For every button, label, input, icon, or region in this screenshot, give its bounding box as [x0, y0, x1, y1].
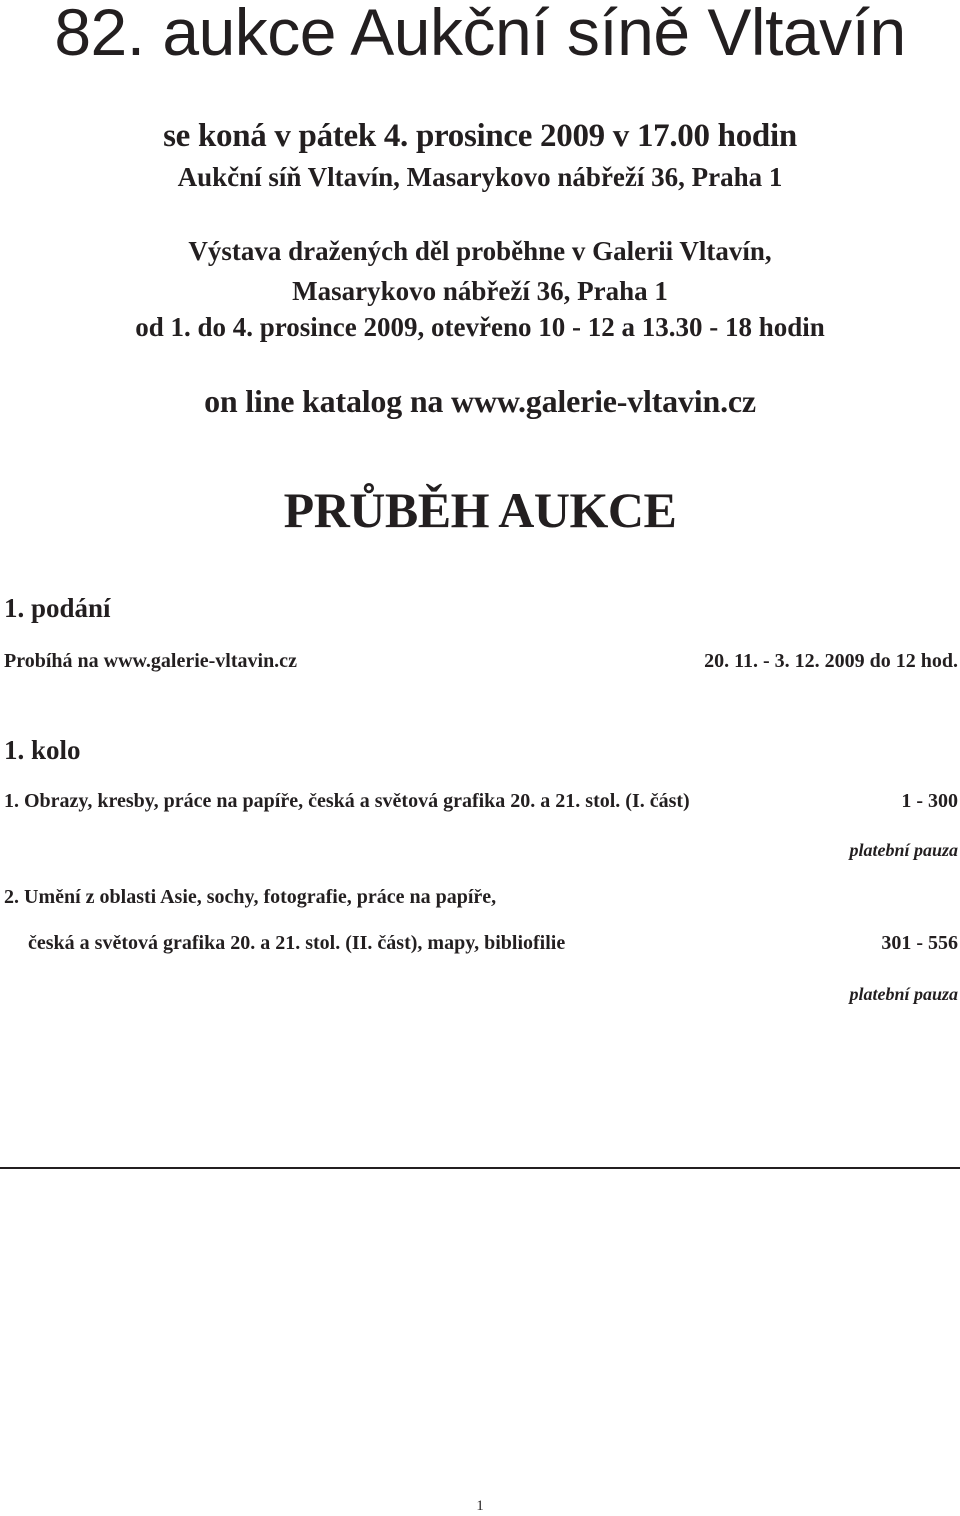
exhibition-line-1: Výstava dražených děl proběhne v Galerii Vltavín,: [188, 236, 772, 266]
page-number: 1: [476, 1498, 484, 1514]
section-heading: PRŮBĚH AUKCE: [283, 482, 677, 538]
kolo-item-2-text-line-2: česká a světová grafika 20. a 21. stol. (II. část), mapy, bibliofilie: [28, 932, 566, 954]
kolo-item-2-pause: platební pauza: [849, 984, 958, 1004]
podani-text: Probíhá na www.galerie-vltavin.cz: [4, 650, 297, 672]
podani-label: 1. podání: [4, 593, 111, 623]
page-title: 82. aukce Aukční síně Vltavín: [54, 0, 906, 69]
auction-address-line: Aukční síň Vltavín, Masarykovo nábřeží 36, Praha 1: [177, 162, 783, 192]
kolo-item-2-range: 301 - 556: [881, 932, 958, 954]
exhibition-line-3: od 1. do 4. prosince 2009, otevřeno 10 - 12 a 13.30 - 18 hodin: [135, 312, 825, 342]
kolo-item-1-range: 1 - 300: [901, 790, 958, 812]
online-catalog-line: on line katalog na www.galerie-vltavin.cz: [204, 383, 756, 419]
kolo-item-1-pause: platební pauza: [849, 840, 958, 860]
kolo-label: 1. kolo: [4, 735, 81, 765]
podani-period: 20. 11. - 3. 12. 2009 do 12 hod.: [704, 650, 958, 672]
auction-date-line: se koná v pátek 4. prosince 2009 v 17.00 hodin: [163, 118, 797, 154]
kolo-item-2-text-line-1: 2. Umění z oblasti Asie, sochy, fotografie, práce na papíře,: [4, 886, 497, 908]
kolo-item-1-text: 1. Obrazy, kresby, práce na papíře, česká a světová grafika 20. a 21. stol. (I. část): [4, 790, 690, 812]
exhibition-line-2: Masarykovo nábřeží 36, Praha 1: [292, 276, 668, 306]
horizontal-divider: [0, 1167, 960, 1169]
